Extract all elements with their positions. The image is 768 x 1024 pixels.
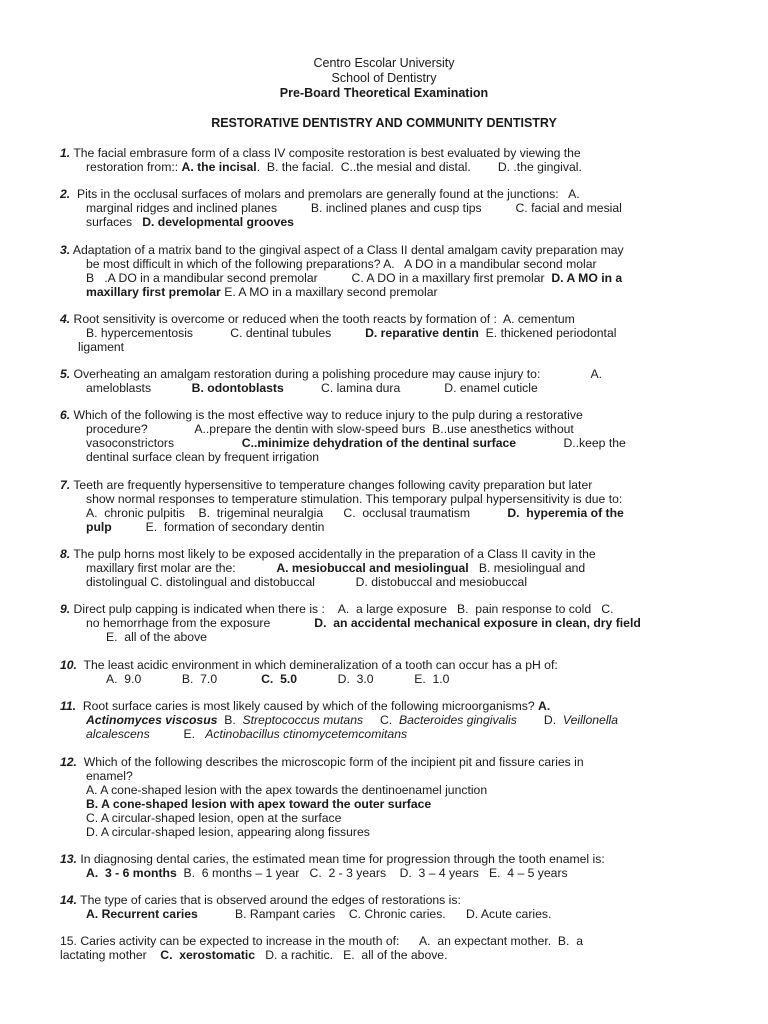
question-text: E. all of the above	[106, 630, 207, 644]
question-line	[60, 907, 710, 921]
question-3	[60, 243, 710, 299]
question-6	[60, 408, 710, 464]
question-line	[60, 672, 710, 686]
question-stem	[60, 243, 710, 257]
question-text: no hemorrhage from the exposure	[86, 616, 315, 630]
question-stem	[60, 312, 710, 326]
question-text: D. a rachitic. E. all of the above.	[255, 948, 448, 962]
question-line	[60, 811, 710, 825]
question-text: The facial embrasure form of a class IV composite restoration is best evaluated by viewing the	[70, 146, 581, 160]
answer-emphasis: Veillonella	[562, 713, 619, 727]
answer-emphasis: B. odontoblasts	[191, 381, 284, 395]
question-stem	[60, 755, 710, 769]
question-text: lactating mother	[60, 948, 161, 962]
question-text: Root sensitivity is overcome or reduced when the tooth reacts by formation of : A. cementum	[70, 312, 575, 326]
question-text: B. hypercementosis C. dentinal tubules	[86, 326, 366, 340]
question-line	[60, 616, 710, 630]
question-line	[60, 201, 710, 215]
question-text: A. 9.0 B. 7.0	[106, 672, 262, 686]
question-text: B.	[217, 713, 243, 727]
question-14	[60, 893, 710, 921]
question-line	[60, 866, 710, 880]
question-line	[60, 285, 710, 299]
question-line	[60, 575, 710, 589]
question-stem	[60, 893, 710, 907]
question-text: E. formation of secondary dentin	[111, 520, 325, 534]
question-stem	[60, 478, 710, 492]
question-9	[60, 602, 710, 644]
question-stem	[60, 934, 710, 948]
question-text: 15. Caries activity can be expected to increase in the mouth of: A. an expectant mother. B. a	[60, 934, 583, 948]
question-1	[60, 146, 710, 174]
question-11	[60, 699, 710, 741]
question-stem	[60, 602, 710, 616]
question-line	[60, 948, 710, 962]
question-text: D. 3.0 E. 1.0	[297, 672, 450, 686]
answer-emphasis: A. mesiobuccal and mesiolingual	[276, 561, 469, 575]
question-text: C. lamina dura D. enamel cuticle	[283, 381, 538, 395]
question-line	[60, 257, 710, 271]
answer-emphasis: D. developmental grooves	[142, 215, 294, 229]
question-text: C. A circular-shaped lesion, open at the surface	[86, 811, 342, 825]
answer-emphasis: D. A MO in a	[551, 271, 623, 285]
question-text: be most difficult in which of the following preparations? A. A DO in a mandibular second molar	[86, 257, 597, 271]
question-text: dentinal surface clean by frequent irrigation	[86, 450, 320, 464]
answer-emphasis: A. 3 - 6 months	[86, 866, 177, 880]
question-stem	[60, 187, 710, 201]
question-text: Adaptation of a matrix band to the gingival aspect of a Class II dental amalgam cavity preparation may	[70, 243, 624, 257]
question-number: 8.	[60, 547, 71, 561]
question-text: marginal ridges and inclined planes B. inclined planes and cusp tips C. facial and mesial	[86, 201, 622, 215]
question-number: 4.	[60, 312, 71, 326]
question-text: Overheating an amalgam restoration during a polishing procedure may cause injury to: A.	[70, 367, 602, 381]
question-text: Which of the following is the most effective way to reduce injury to the pulp during a restorative	[70, 408, 583, 422]
question-text: E.	[149, 727, 206, 741]
answer-emphasis: C..minimize dehydration of the dentinal surface	[241, 436, 517, 450]
question-line	[60, 520, 710, 534]
question-text: D..keep the	[516, 436, 626, 450]
question-line	[60, 422, 710, 436]
answer-emphasis: maxillary first premolar	[86, 285, 221, 299]
answer-emphasis: Streptococcus mutans	[242, 713, 364, 727]
question-stem	[60, 852, 710, 866]
exam-title: Pre-Board Theoretical Examination	[279, 86, 489, 100]
question-4	[60, 312, 710, 354]
question-number: 12.	[60, 755, 77, 769]
question-line	[60, 381, 710, 395]
question-text: E. thickened periodontal	[478, 326, 617, 340]
question-number: 14.	[60, 893, 77, 907]
answer-emphasis: alcalescens	[86, 727, 150, 741]
question-number: 13.	[60, 852, 77, 866]
question-12	[60, 755, 710, 839]
question-number: 1.	[60, 146, 71, 160]
question-text: In diagnosing dental caries, the estimated mean time for progression through the tooth enamel is:	[76, 852, 605, 866]
subject-title: RESTORATIVE DENTISTRY AND COMMUNITY DENTISTRY	[211, 116, 557, 130]
question-stem	[60, 547, 710, 561]
question-line	[60, 160, 710, 174]
answer-emphasis: C. 5.0	[261, 672, 298, 686]
answer-emphasis: C. xerostomatic	[160, 948, 256, 962]
question-line	[60, 769, 710, 783]
question-text: C.	[363, 713, 399, 727]
question-stem	[60, 367, 710, 381]
question-text: Pits in the occlusal surfaces of molars and premolars are generally found at the junctions: A.	[70, 187, 580, 201]
answer-emphasis: D. reparative dentin	[365, 326, 479, 340]
question-7	[60, 478, 710, 534]
question-text: show normal responses to temperature stimulation. This temporary pulpal hypersensitivity is due to:	[86, 492, 623, 506]
school-name: School of Dentistry	[331, 71, 437, 85]
answer-emphasis: Bacteroides gingivalis	[398, 713, 517, 727]
question-text: B. Rampant caries C. Chronic caries. D. Acute caries.	[197, 907, 552, 921]
question-stem	[60, 146, 710, 160]
question-line	[60, 825, 710, 839]
question-number: 6.	[60, 408, 71, 422]
question-text: A. A cone-shaped lesion with the apex towards the dentinoenamel junction	[86, 783, 488, 797]
question-text: ligament	[78, 340, 125, 354]
question-text: procedure? A..prepare the dentin with slow-speed burs B..use anesthetics without	[86, 422, 574, 436]
question-2	[60, 187, 710, 229]
university-name: Centro Escolar University	[313, 56, 455, 70]
question-line	[60, 492, 710, 506]
answer-emphasis: A. the incisal	[181, 160, 257, 174]
question-text: E. A MO in a maxillary second premolar	[220, 285, 438, 299]
question-number: 5.	[60, 367, 71, 381]
question-text: B .A DO in a mandibular second premolar C. A DO in a maxillary first premolar	[86, 271, 552, 285]
question-number: 3.	[60, 243, 71, 257]
answer-emphasis: Actinobacillus ctinomycetemcomitans	[205, 727, 408, 741]
question-text: Which of the following describes the microscopic form of the incipient pit and fissure caries in	[76, 755, 584, 769]
question-line	[60, 561, 710, 575]
question-line	[60, 340, 710, 354]
question-text: distolingual C. distolingual and distobuccal D. distobuccal and mesiobuccal	[86, 575, 528, 589]
question-text: ameloblasts	[86, 381, 192, 395]
question-text: Teeth are frequently hypersensitive to temperature changes following cavity preparation but later	[70, 478, 593, 492]
question-line	[60, 450, 710, 464]
question-line	[60, 630, 710, 644]
answer-emphasis: Actinomyces viscosus	[86, 713, 218, 727]
question-text: The type of caries that is observed around the edges of restorations is:	[76, 893, 461, 907]
question-text: A. chronic pulpitis B. trigeminal neuralgia C. occlusal traumatism	[86, 506, 508, 520]
question-number: 11.	[60, 699, 77, 713]
question-text: B. mesiolingual and	[468, 561, 586, 575]
question-number: 2.	[60, 187, 71, 201]
question-line	[60, 713, 710, 727]
question-text: The pulp horns most likely to be exposed accidentally in the preparation of a Class II cavity in the	[70, 547, 596, 561]
answer-emphasis: A. Recurrent caries	[86, 907, 198, 921]
question-text: D. A circular-shaped lesion, appearing along fissures	[86, 825, 370, 839]
question-text: restoration from::	[86, 160, 182, 174]
question-stem	[60, 658, 710, 672]
question-text: maxillary first molar are the:	[86, 561, 277, 575]
question-text: D.	[516, 713, 563, 727]
question-line	[60, 436, 710, 450]
question-text: vasoconstrictors	[86, 436, 242, 450]
answer-emphasis: pulp	[86, 520, 112, 534]
answer-emphasis: A.	[538, 699, 551, 713]
answer-emphasis: D. an accidental mechanical exposure in clean, dry field	[314, 616, 641, 630]
question-text: . B. the facial. C..the mesial and distal. D. .the gingival.	[256, 160, 582, 174]
question-number: 9.	[60, 602, 71, 616]
question-line	[60, 215, 710, 229]
question-text: Direct pulp capping is indicated when there is : A. a large exposure B. pain response to cold C.	[70, 602, 614, 616]
question-13	[60, 852, 710, 880]
question-text: enamel?	[86, 769, 133, 783]
question-line	[60, 727, 710, 741]
question-text: B. 6 months – 1 year C. 2 - 3 years D. 3 – 4 years E. 4 – 5 years	[176, 866, 568, 880]
question-10	[60, 658, 710, 686]
question-line	[60, 783, 710, 797]
answer-emphasis: D. hyperemia of the	[507, 506, 624, 520]
question-number: 10.	[60, 658, 77, 672]
question-number: 7.	[60, 478, 71, 492]
question-8	[60, 547, 710, 589]
answer-emphasis: B. A cone-shaped lesion with apex toward the outer surface	[86, 797, 432, 811]
question-line	[60, 797, 710, 811]
question-line	[60, 271, 710, 285]
question-stem	[60, 408, 710, 422]
question-stem	[60, 699, 710, 713]
question-text: The least acidic environment in which demineralization of a tooth can occur has a pH of:	[76, 658, 558, 672]
question-line	[60, 326, 710, 340]
question-text: Root surface caries is most likely caused by which of the following microorganisms?	[76, 699, 539, 713]
question-line	[60, 506, 710, 520]
question-15	[60, 934, 710, 962]
question-5	[60, 367, 710, 395]
question-text: surfaces	[86, 215, 143, 229]
